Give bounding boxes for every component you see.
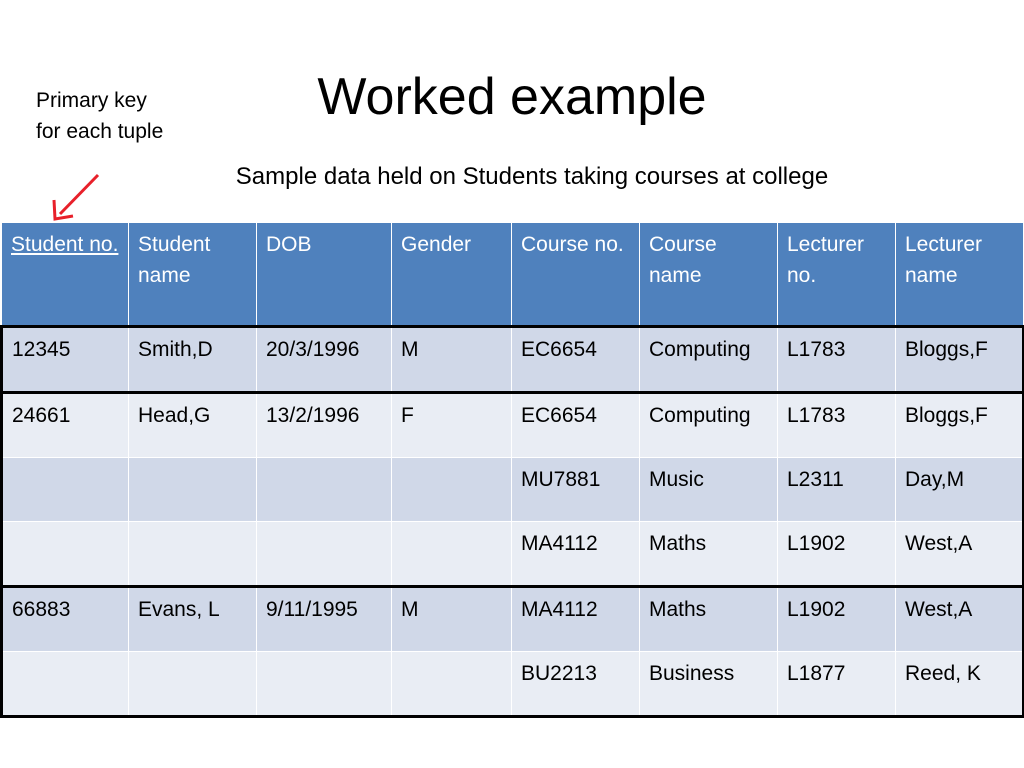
cell-lecturer-no: L1902 [778, 587, 896, 652]
cell-student-no [2, 522, 129, 587]
cell-student-name [129, 652, 257, 717]
cell-course-name: Maths [640, 587, 778, 652]
cell-lecturer-name: Bloggs,F [896, 327, 1024, 393]
cell-course-no: MA4112 [512, 522, 640, 587]
cell-gender [392, 458, 512, 522]
table-row [2, 522, 1024, 587]
cell-gender: M [392, 587, 512, 652]
cell-gender: M [392, 327, 512, 393]
student-course-table [0, 223, 1024, 718]
cell-student-no: 12345 [2, 327, 129, 393]
header-dob: DOB [257, 223, 392, 327]
cell-dob: 9/11/1995 [257, 587, 392, 652]
cell-dob [257, 652, 392, 717]
cell-dob: 20/3/1996 [257, 327, 392, 393]
cell-dob: 13/2/1996 [257, 393, 392, 458]
cell-student-no [2, 458, 129, 522]
cell-gender [392, 652, 512, 717]
cell-lecturer-name: Reed, K [896, 652, 1024, 717]
header-row [2, 223, 1024, 327]
primary-key-annotation: Primary key for each tuple [36, 89, 164, 143]
cell-lecturer-no: L1783 [778, 393, 896, 458]
cell-course-name: Business [640, 652, 778, 717]
cell-lecturer-name: Bloggs,F [896, 393, 1024, 458]
header-lecturer-name: Lecturer name [896, 223, 1024, 327]
cell-student-name: Smith,D [129, 327, 257, 393]
slide-subtitle: Sample data held on Students taking courses at college [235, 163, 829, 190]
cell-student-name: Head,G [129, 393, 257, 458]
header-gender: Gender [392, 223, 512, 327]
red-arrow-icon [46, 170, 106, 226]
cell-lecturer-no: L1877 [778, 652, 896, 717]
cell-student-no: 24661 [2, 393, 129, 458]
cell-course-name: Maths [640, 522, 778, 587]
table-row [2, 458, 1024, 522]
cell-lecturer-no: L2311 [778, 458, 896, 522]
header-student-no: Student no. [2, 223, 129, 327]
cell-student-no: 66883 [2, 587, 129, 652]
header-lecturer-no: Lecturer no. [778, 223, 896, 327]
cell-dob [257, 522, 392, 587]
cell-course-name: Computing [640, 393, 778, 458]
cell-student-name [129, 458, 257, 522]
header-student-name: Student name [129, 223, 257, 327]
cell-lecturer-name: Day,M [896, 458, 1024, 522]
cell-gender [392, 522, 512, 587]
slide-title: Worked example [317, 68, 707, 126]
cell-course-no: BU2213 [512, 652, 640, 717]
cell-student-name [129, 522, 257, 587]
cell-gender: F [392, 393, 512, 458]
cell-lecturer-name: West,A [896, 522, 1024, 587]
cell-course-name: Music [640, 458, 778, 522]
header-course-name: Course name [640, 223, 778, 327]
cell-student-name: Evans, L [129, 587, 257, 652]
table-row [2, 652, 1024, 717]
cell-course-no: MA4112 [512, 587, 640, 652]
cell-dob [257, 458, 392, 522]
table-row [2, 393, 1024, 458]
cell-course-no: EC6654 [512, 393, 640, 458]
cell-lecturer-no: L1902 [778, 522, 896, 587]
cell-student-no [2, 652, 129, 717]
table-row [2, 587, 1024, 652]
table-row [2, 327, 1024, 393]
cell-lecturer-name: West,A [896, 587, 1024, 652]
cell-course-no: MU7881 [512, 458, 640, 522]
cell-lecturer-no: L1783 [778, 327, 896, 393]
header-course-no: Course no. [512, 223, 640, 327]
cell-course-name: Computing [640, 327, 778, 393]
cell-course-no: EC6654 [512, 327, 640, 393]
